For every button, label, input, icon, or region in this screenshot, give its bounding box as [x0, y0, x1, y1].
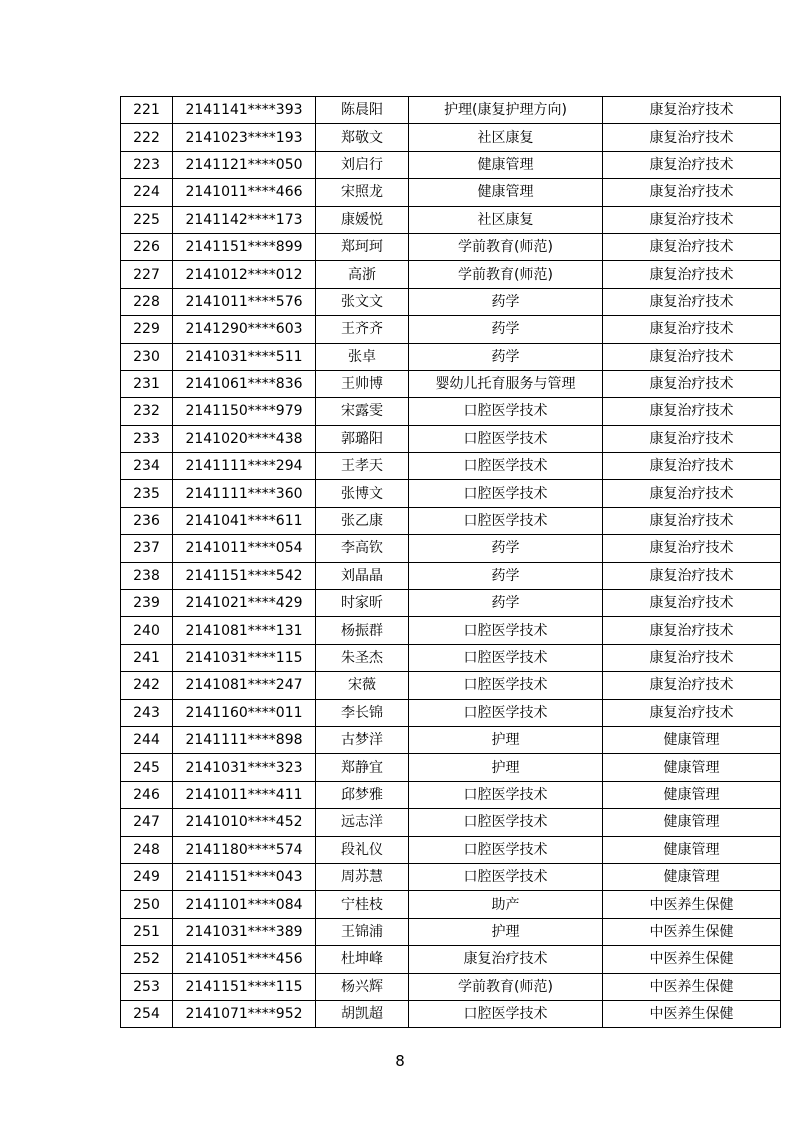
- student-name-cell: 刘启行: [316, 151, 409, 178]
- row-index-cell: 229: [121, 316, 173, 343]
- student-id-cell: 2141151****542: [173, 562, 316, 589]
- table-row: [121, 699, 781, 726]
- original-major-cell: 社区康复: [409, 124, 603, 151]
- table-row: [121, 535, 781, 562]
- row-index-cell: 237: [121, 535, 173, 562]
- original-major-cell: 婴幼儿托育服务与管理: [409, 370, 603, 397]
- original-major-cell: 护理: [409, 754, 603, 781]
- student-id-cell: 2141041****611: [173, 507, 316, 534]
- table-row: [121, 836, 781, 863]
- row-index-cell: 238: [121, 562, 173, 589]
- row-index-cell: 253: [121, 973, 173, 1000]
- target-major-cell: 康复治疗技术: [603, 453, 781, 480]
- student-name-cell: 张卓: [316, 343, 409, 370]
- student-id-cell: 2141151****043: [173, 863, 316, 890]
- table-row: [121, 151, 781, 178]
- student-id-cell: 2141141****393: [173, 97, 316, 124]
- original-major-cell: 药学: [409, 590, 603, 617]
- student-id-cell: 2141111****898: [173, 726, 316, 753]
- student-id-cell: 2141160****011: [173, 699, 316, 726]
- student-name-cell: 杨兴辉: [316, 973, 409, 1000]
- student-name-cell: 胡凯超: [316, 1000, 409, 1027]
- original-major-cell: 健康管理: [409, 179, 603, 206]
- original-major-cell: 口腔医学技术: [409, 836, 603, 863]
- student-id-cell: 2141151****115: [173, 973, 316, 1000]
- student-name-cell: 宋薇: [316, 672, 409, 699]
- original-major-cell: 口腔医学技术: [409, 781, 603, 808]
- row-index-cell: 242: [121, 672, 173, 699]
- student-table: [120, 96, 781, 1028]
- student-id-cell: 2141142****173: [173, 206, 316, 233]
- target-major-cell: 健康管理: [603, 863, 781, 890]
- original-major-cell: 口腔医学技术: [409, 425, 603, 452]
- student-id-cell: 2141023****193: [173, 124, 316, 151]
- student-name-cell: 宋露雯: [316, 398, 409, 425]
- target-major-cell: 康复治疗技术: [603, 343, 781, 370]
- row-index-cell: 243: [121, 699, 173, 726]
- original-major-cell: 药学: [409, 562, 603, 589]
- student-name-cell: 宋照龙: [316, 179, 409, 206]
- student-id-cell: 2141111****294: [173, 453, 316, 480]
- table-row: [121, 398, 781, 425]
- row-index-cell: 224: [121, 179, 173, 206]
- student-id-cell: 2141012****012: [173, 261, 316, 288]
- table-row: [121, 507, 781, 534]
- student-id-cell: 2141020****438: [173, 425, 316, 452]
- row-index-cell: 235: [121, 480, 173, 507]
- table-row: [121, 206, 781, 233]
- row-index-cell: 240: [121, 617, 173, 644]
- student-id-cell: 2141031****115: [173, 644, 316, 671]
- target-major-cell: 健康管理: [603, 781, 781, 808]
- student-name-cell: 段礼仪: [316, 836, 409, 863]
- student-name-cell: 周苏慧: [316, 863, 409, 890]
- student-name-cell: 王锦浦: [316, 918, 409, 945]
- student-name-cell: 杨振群: [316, 617, 409, 644]
- student-name-cell: 陈晨阳: [316, 97, 409, 124]
- student-name-cell: 王齐齐: [316, 316, 409, 343]
- original-major-cell: 学前教育(师范): [409, 973, 603, 1000]
- row-index-cell: 225: [121, 206, 173, 233]
- table-row: [121, 809, 781, 836]
- target-major-cell: 康复治疗技术: [603, 124, 781, 151]
- target-major-cell: 健康管理: [603, 754, 781, 781]
- student-id-cell: 2141031****389: [173, 918, 316, 945]
- original-major-cell: 口腔医学技术: [409, 672, 603, 699]
- target-major-cell: 康复治疗技术: [603, 699, 781, 726]
- original-major-cell: 口腔医学技术: [409, 863, 603, 890]
- student-name-cell: 康媛悦: [316, 206, 409, 233]
- student-id-cell: 2141150****979: [173, 398, 316, 425]
- target-major-cell: 中医养生保健: [603, 1000, 781, 1027]
- target-major-cell: 康复治疗技术: [603, 425, 781, 452]
- student-name-cell: 古梦洋: [316, 726, 409, 753]
- target-major-cell: 康复治疗技术: [603, 370, 781, 397]
- target-major-cell: 健康管理: [603, 836, 781, 863]
- target-major-cell: 康复治疗技术: [603, 590, 781, 617]
- target-major-cell: 康复治疗技术: [603, 316, 781, 343]
- original-major-cell: 护理: [409, 918, 603, 945]
- student-id-cell: 2141081****247: [173, 672, 316, 699]
- target-major-cell: 康复治疗技术: [603, 179, 781, 206]
- student-id-cell: 2141011****411: [173, 781, 316, 808]
- table-row: [121, 644, 781, 671]
- row-index-cell: 246: [121, 781, 173, 808]
- row-index-cell: 222: [121, 124, 173, 151]
- student-id-cell: 2141290****603: [173, 316, 316, 343]
- target-major-cell: 康复治疗技术: [603, 206, 781, 233]
- row-index-cell: 241: [121, 644, 173, 671]
- student-id-cell: 2141031****511: [173, 343, 316, 370]
- row-index-cell: 245: [121, 754, 173, 781]
- original-major-cell: 护理: [409, 726, 603, 753]
- target-major-cell: 康复治疗技术: [603, 644, 781, 671]
- original-major-cell: 健康管理: [409, 151, 603, 178]
- original-major-cell: 口腔医学技术: [409, 453, 603, 480]
- row-index-cell: 254: [121, 1000, 173, 1027]
- table-row: [121, 726, 781, 753]
- row-index-cell: 239: [121, 590, 173, 617]
- target-major-cell: 康复治疗技术: [603, 672, 781, 699]
- table-row: [121, 233, 781, 260]
- table-row: [121, 316, 781, 343]
- row-index-cell: 244: [121, 726, 173, 753]
- row-index-cell: 252: [121, 946, 173, 973]
- target-major-cell: 康复治疗技术: [603, 507, 781, 534]
- student-name-cell: 郑珂珂: [316, 233, 409, 260]
- original-major-cell: 口腔医学技术: [409, 507, 603, 534]
- table-row: [121, 179, 781, 206]
- student-name-cell: 李高钦: [316, 535, 409, 562]
- table-row: [121, 370, 781, 397]
- original-major-cell: 药学: [409, 316, 603, 343]
- row-index-cell: 230: [121, 343, 173, 370]
- original-major-cell: 药学: [409, 288, 603, 315]
- student-name-cell: 王孝天: [316, 453, 409, 480]
- table-row: [121, 425, 781, 452]
- table-row: [121, 617, 781, 644]
- table-row: [121, 562, 781, 589]
- target-major-cell: 康复治疗技术: [603, 233, 781, 260]
- row-index-cell: 234: [121, 453, 173, 480]
- student-id-cell: 2141011****576: [173, 288, 316, 315]
- target-major-cell: 中医养生保健: [603, 918, 781, 945]
- student-id-cell: 2141021****429: [173, 590, 316, 617]
- target-major-cell: 康复治疗技术: [603, 398, 781, 425]
- row-index-cell: 247: [121, 809, 173, 836]
- student-name-cell: 刘晶晶: [316, 562, 409, 589]
- original-major-cell: 口腔医学技术: [409, 617, 603, 644]
- table-row: [121, 754, 781, 781]
- student-id-cell: 2141111****360: [173, 480, 316, 507]
- original-major-cell: 社区康复: [409, 206, 603, 233]
- student-id-cell: 2141011****054: [173, 535, 316, 562]
- target-major-cell: 中医养生保健: [603, 891, 781, 918]
- student-name-cell: 高浙: [316, 261, 409, 288]
- table-row: [121, 918, 781, 945]
- original-major-cell: 学前教育(师范): [409, 233, 603, 260]
- target-major-cell: 康复治疗技术: [603, 261, 781, 288]
- row-index-cell: 223: [121, 151, 173, 178]
- table-row: [121, 261, 781, 288]
- original-major-cell: 口腔医学技术: [409, 1000, 603, 1027]
- row-index-cell: 228: [121, 288, 173, 315]
- student-id-cell: 2141051****456: [173, 946, 316, 973]
- student-name-cell: 邱梦雅: [316, 781, 409, 808]
- original-major-cell: 口腔医学技术: [409, 809, 603, 836]
- target-major-cell: 康复治疗技术: [603, 480, 781, 507]
- table-row: [121, 1000, 781, 1027]
- student-name-cell: 张博文: [316, 480, 409, 507]
- row-index-cell: 232: [121, 398, 173, 425]
- target-major-cell: 康复治疗技术: [603, 617, 781, 644]
- table-row: [121, 590, 781, 617]
- original-major-cell: 药学: [409, 343, 603, 370]
- table-row: [121, 781, 781, 808]
- row-index-cell: 233: [121, 425, 173, 452]
- target-major-cell: 康复治疗技术: [603, 151, 781, 178]
- row-index-cell: 250: [121, 891, 173, 918]
- student-name-cell: 张文文: [316, 288, 409, 315]
- table-row: [121, 453, 781, 480]
- student-id-cell: 2141180****574: [173, 836, 316, 863]
- row-index-cell: 221: [121, 97, 173, 124]
- row-index-cell: 251: [121, 918, 173, 945]
- student-name-cell: 张乙康: [316, 507, 409, 534]
- student-id-cell: 2141121****050: [173, 151, 316, 178]
- original-major-cell: 口腔医学技术: [409, 699, 603, 726]
- target-major-cell: 康复治疗技术: [603, 97, 781, 124]
- student-name-cell: 远志洋: [316, 809, 409, 836]
- student-name-cell: 李长锦: [316, 699, 409, 726]
- target-major-cell: 中医养生保健: [603, 946, 781, 973]
- row-index-cell: 226: [121, 233, 173, 260]
- table-body: [121, 97, 781, 1028]
- original-major-cell: 药学: [409, 535, 603, 562]
- table-row: [121, 891, 781, 918]
- target-major-cell: 健康管理: [603, 726, 781, 753]
- row-index-cell: 231: [121, 370, 173, 397]
- student-id-cell: 2141061****836: [173, 370, 316, 397]
- student-name-cell: 宁桂枝: [316, 891, 409, 918]
- student-name-cell: 王帅博: [316, 370, 409, 397]
- target-major-cell: 康复治疗技术: [603, 562, 781, 589]
- student-name-cell: 杜坤峰: [316, 946, 409, 973]
- original-major-cell: 口腔医学技术: [409, 644, 603, 671]
- table-row: [121, 288, 781, 315]
- student-id-cell: 2141031****323: [173, 754, 316, 781]
- original-major-cell: 护理(康复护理方向): [409, 97, 603, 124]
- target-major-cell: 健康管理: [603, 809, 781, 836]
- student-id-cell: 2141081****131: [173, 617, 316, 644]
- student-id-cell: 2141101****084: [173, 891, 316, 918]
- original-major-cell: 助产: [409, 891, 603, 918]
- row-index-cell: 248: [121, 836, 173, 863]
- student-name-cell: 郭璐阳: [316, 425, 409, 452]
- student-name-cell: 郑静宜: [316, 754, 409, 781]
- page-number: 8: [395, 1052, 405, 1070]
- table-row: [121, 863, 781, 890]
- student-name-cell: 时家昕: [316, 590, 409, 617]
- target-major-cell: 中医养生保健: [603, 973, 781, 1000]
- table-row: [121, 973, 781, 1000]
- row-index-cell: 249: [121, 863, 173, 890]
- table-row: [121, 97, 781, 124]
- original-major-cell: 康复治疗技术: [409, 946, 603, 973]
- row-index-cell: 227: [121, 261, 173, 288]
- target-major-cell: 康复治疗技术: [603, 288, 781, 315]
- original-major-cell: 口腔医学技术: [409, 480, 603, 507]
- table-row: [121, 124, 781, 151]
- table-row: [121, 672, 781, 699]
- table-row: [121, 480, 781, 507]
- student-name-cell: 朱圣杰: [316, 644, 409, 671]
- student-id-cell: 2141011****466: [173, 179, 316, 206]
- table-row: [121, 946, 781, 973]
- student-id-cell: 2141010****452: [173, 809, 316, 836]
- original-major-cell: 学前教育(师范): [409, 261, 603, 288]
- table-row: [121, 343, 781, 370]
- row-index-cell: 236: [121, 507, 173, 534]
- original-major-cell: 口腔医学技术: [409, 398, 603, 425]
- student-id-cell: 2141071****952: [173, 1000, 316, 1027]
- student-id-cell: 2141151****899: [173, 233, 316, 260]
- student-name-cell: 郑敬文: [316, 124, 409, 151]
- target-major-cell: 康复治疗技术: [603, 535, 781, 562]
